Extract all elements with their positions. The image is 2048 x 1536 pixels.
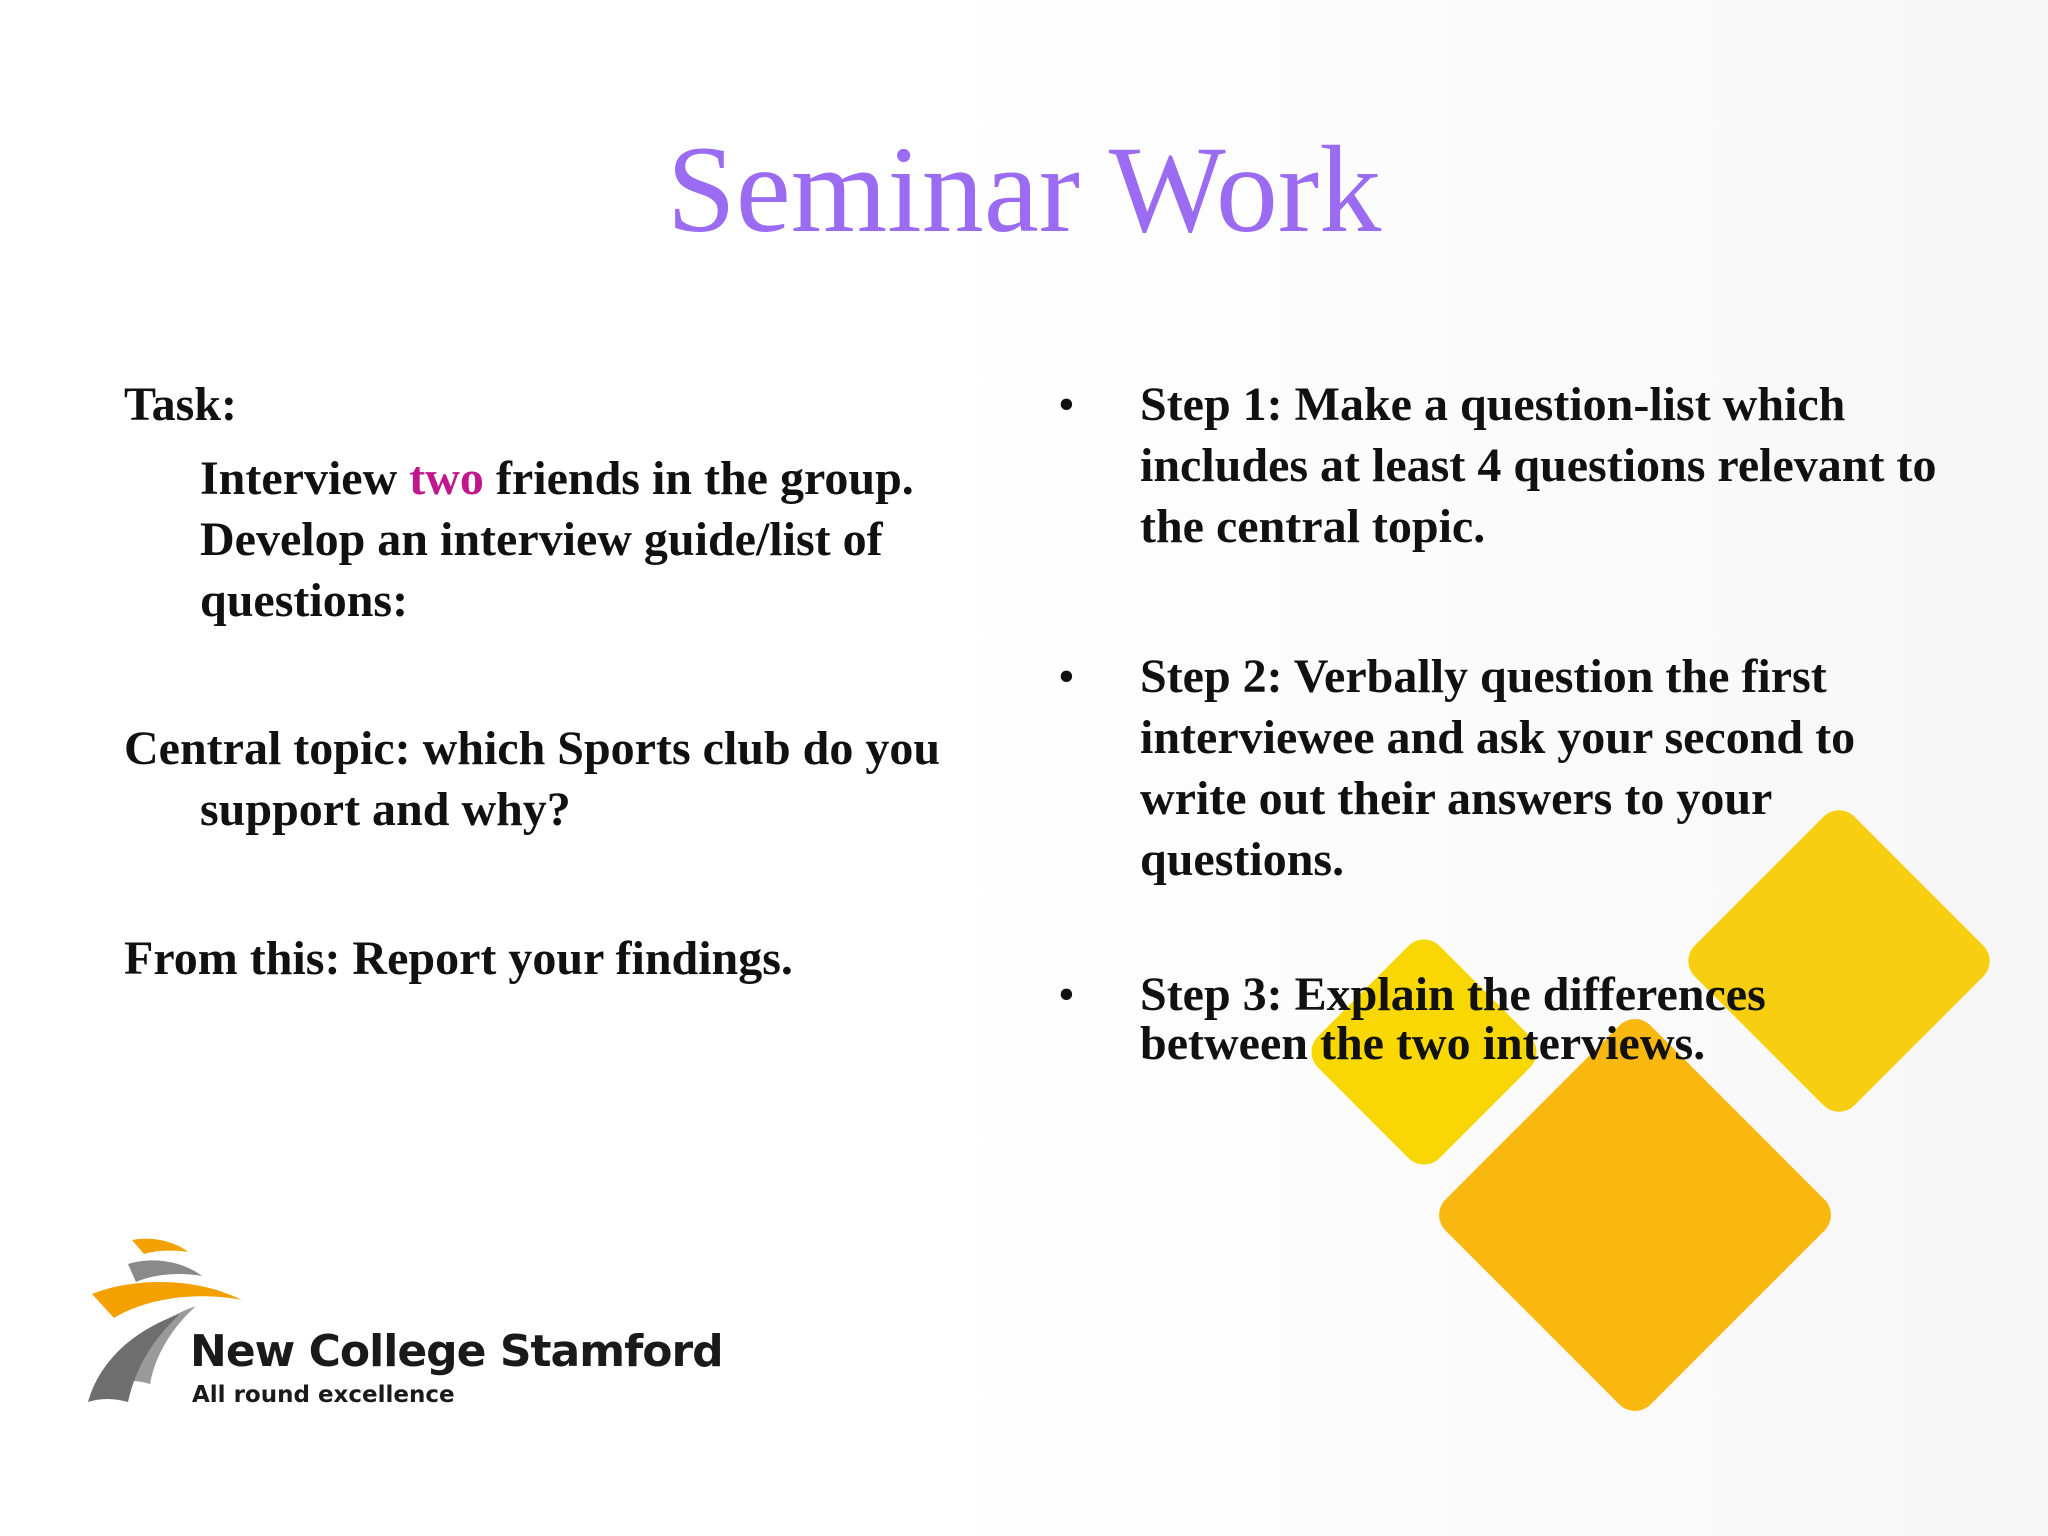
bullet-icon: • — [1058, 378, 1075, 431]
bullet-icon: • — [1058, 968, 1075, 1021]
college-logo — [84, 1234, 723, 1414]
step-1-text: Step 1: Make a question-list which includes at least 4 questions relevant to the central topic. — [1140, 378, 1937, 553]
step-3-item — [1058, 970, 1938, 1068]
central-topic: Central topic: which Sports club do you support and why? — [124, 722, 941, 836]
task-label: Task: — [124, 378, 237, 431]
logo-tagline: All round excellence — [192, 1382, 455, 1408]
bullet-icon: • — [1058, 650, 1075, 703]
step-1-item — [1058, 374, 1958, 557]
logo-name: New College Stamford — [190, 1326, 723, 1377]
task-highlight-word: two — [409, 452, 484, 505]
step-2-text: Step 2: Verbally question the first interviewee and ask your second to write out their answers to your questions. — [1140, 650, 1856, 886]
report-findings: From this: Report your findings. — [124, 932, 793, 985]
task-text-start: Interview — [200, 452, 410, 505]
step-3-text: Step 3: Explain the differences between the two interviews. — [1140, 968, 1766, 1070]
task-description — [200, 448, 1000, 631]
task-text-end: friends in the group. Develop an interview guide/list of questions: — [200, 452, 914, 627]
step-2-item — [1058, 646, 1958, 890]
page-title: Seminar Work — [666, 121, 1382, 258]
